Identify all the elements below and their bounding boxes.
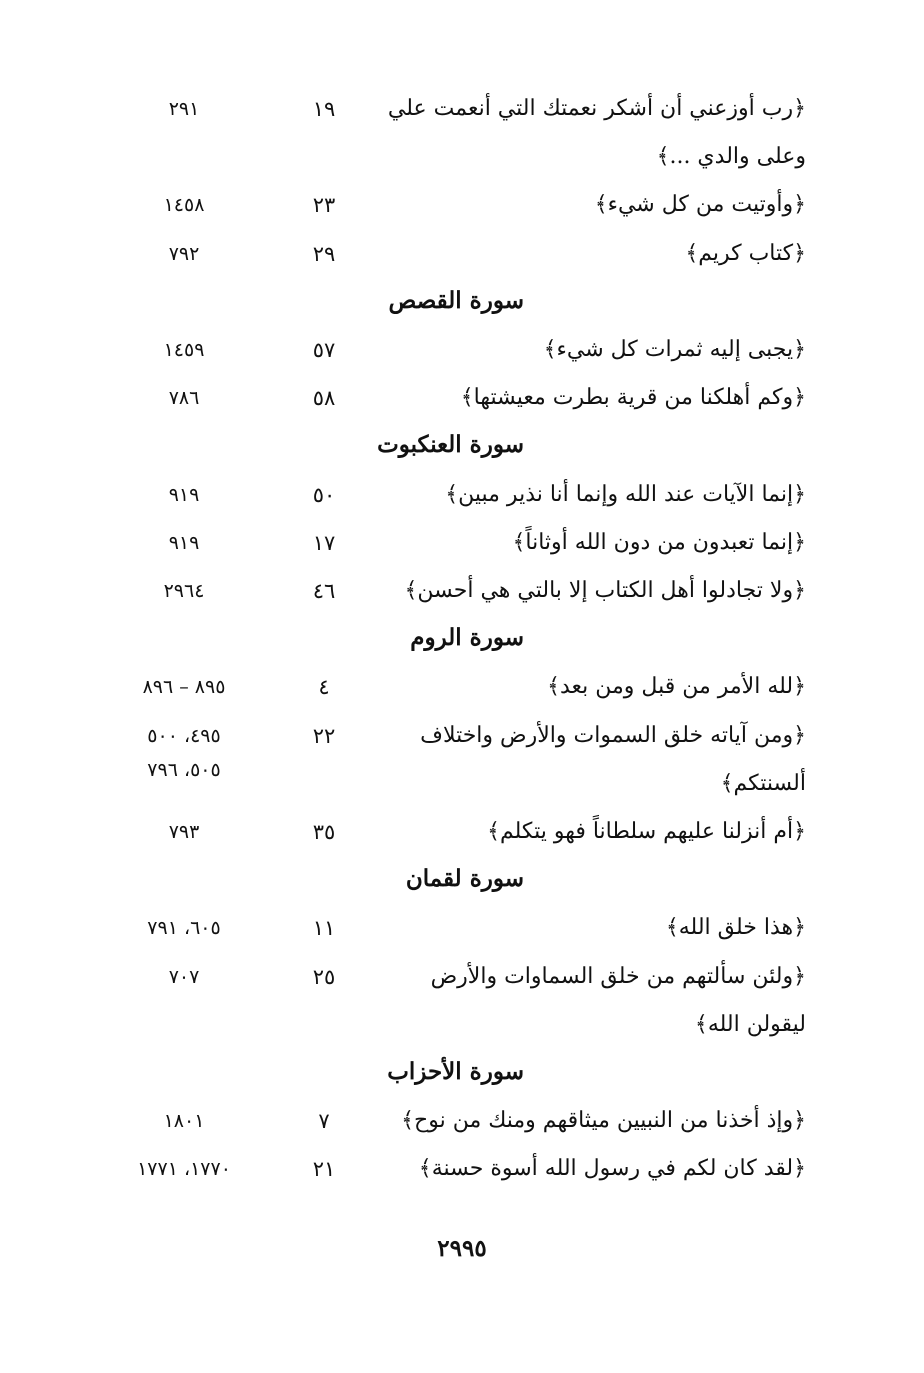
verse-text: ﴿ومن آياته خلق السموات والأرض واختلاف <box>420 722 806 748</box>
page-reference: ٧٩٢ <box>168 242 200 265</box>
ayah-number: ٢١ <box>312 1157 336 1182</box>
ayah-number: ٣٥ <box>312 820 336 844</box>
page-reference: ١٤٥٩ <box>163 339 205 361</box>
verse-text: ﴿إنما تعبدون من دون الله أوثاناً﴾ <box>512 529 806 555</box>
ayah-number: ٧ <box>318 1109 330 1134</box>
ayah-number: ١٧ <box>312 530 336 555</box>
page-reference: ٨٩٥ – ٨٩٦ <box>142 676 226 699</box>
verse-text: ﴿وإذ أخذنا من النبيين ميثاقهم ومنك من نوح﴾ <box>401 1108 806 1134</box>
verse-text: ﴿رب أوزعني أن أشكر نعمتك التي أنعمت علي <box>387 96 806 121</box>
surah-heading: سورة الأحزاب <box>387 1058 524 1085</box>
page-reference: ٥٠٥، ٧٩٦ <box>147 758 221 781</box>
ayah-number: ١١ <box>312 916 336 941</box>
ayah-number: ٥٨ <box>312 386 336 411</box>
ayah-number: ٢٣ <box>312 193 336 218</box>
page-reference: ١٤٥٨ <box>163 194 205 217</box>
page-reference: ١٨٠١ <box>163 1110 205 1133</box>
page-reference: ٧٨٦ <box>168 387 200 410</box>
verse-text: ﴿هذا خلق الله﴾ <box>665 915 806 941</box>
verse-text: ﴿لقد كان لكم في رسول الله أسوة حسنة﴾ <box>418 1156 806 1182</box>
verse-text: ﴿إنما الآيات عند الله وإنما أنا نذير مبين﴾ <box>445 481 806 507</box>
surah-heading: سورة الروم <box>410 624 524 652</box>
verse-text: ﴿كتاب كريم﴾ <box>685 240 806 266</box>
ayah-number: ٢٥ <box>312 964 336 989</box>
page-reference: ٢٩١ <box>168 98 200 120</box>
verse-text: ألسنتكم﴾ <box>720 770 806 796</box>
page-reference: ١٧٧٠، ١٧٧١ <box>137 1158 231 1181</box>
verse-text: ﴿وكم أهلكنا من قرية بطرت معيشتها﴾ <box>460 385 806 411</box>
page-reference: ٧٩٣ <box>168 821 200 843</box>
verse-text: ﴿لله الأمر من قبل ومن بعد﴾ <box>547 674 806 700</box>
verse-text: وعلى والدي ...﴾ <box>656 144 806 170</box>
ayah-number: ٤ <box>318 675 330 700</box>
ayah-number: ١٩ <box>312 97 336 121</box>
page-reference: ٩١٩ <box>168 531 200 554</box>
ayah-number: ٥٧ <box>312 338 336 362</box>
page-reference: ٦٠٥، ٧٩١ <box>147 917 221 940</box>
ayah-number: ٥٠ <box>312 482 336 507</box>
verse-text: ﴿وأوتيت من كل شيء﴾ <box>594 192 806 218</box>
surah-heading: سورة القصص <box>388 286 524 314</box>
verse-text: ﴿يجبى إليه ثمرات كل شيء﴾ <box>543 337 806 362</box>
surah-heading: سورة العنكبوت <box>377 431 524 459</box>
ayah-number: ٢٢ <box>312 723 336 748</box>
verse-text: ﴿أم أنزلنا عليهم سلطاناً فهو يتكلم﴾ <box>487 819 806 844</box>
page-reference: ٩١٩ <box>168 483 200 506</box>
verse-text: ﴿ولا تجادلوا أهل الكتاب إلا بالتي هي أحسن﴾ <box>404 578 806 603</box>
page-reference: ٤٩٥، ٥٠٠ <box>147 724 221 747</box>
page-reference: ٧٠٧ <box>168 965 200 988</box>
surah-heading: سورة لقمان <box>405 865 524 893</box>
verse-text: ﴿ولئن سألتهم من خلق السماوات والأرض <box>430 963 806 989</box>
page-number: ٢٩٩٥ <box>437 1235 487 1262</box>
ayah-number: ٤٦ <box>312 579 336 603</box>
page-reference: ٢٩٦٤ <box>163 580 205 602</box>
ayah-number: ٢٩ <box>312 241 336 266</box>
verse-text: ليقولن الله﴾ <box>694 1011 806 1037</box>
